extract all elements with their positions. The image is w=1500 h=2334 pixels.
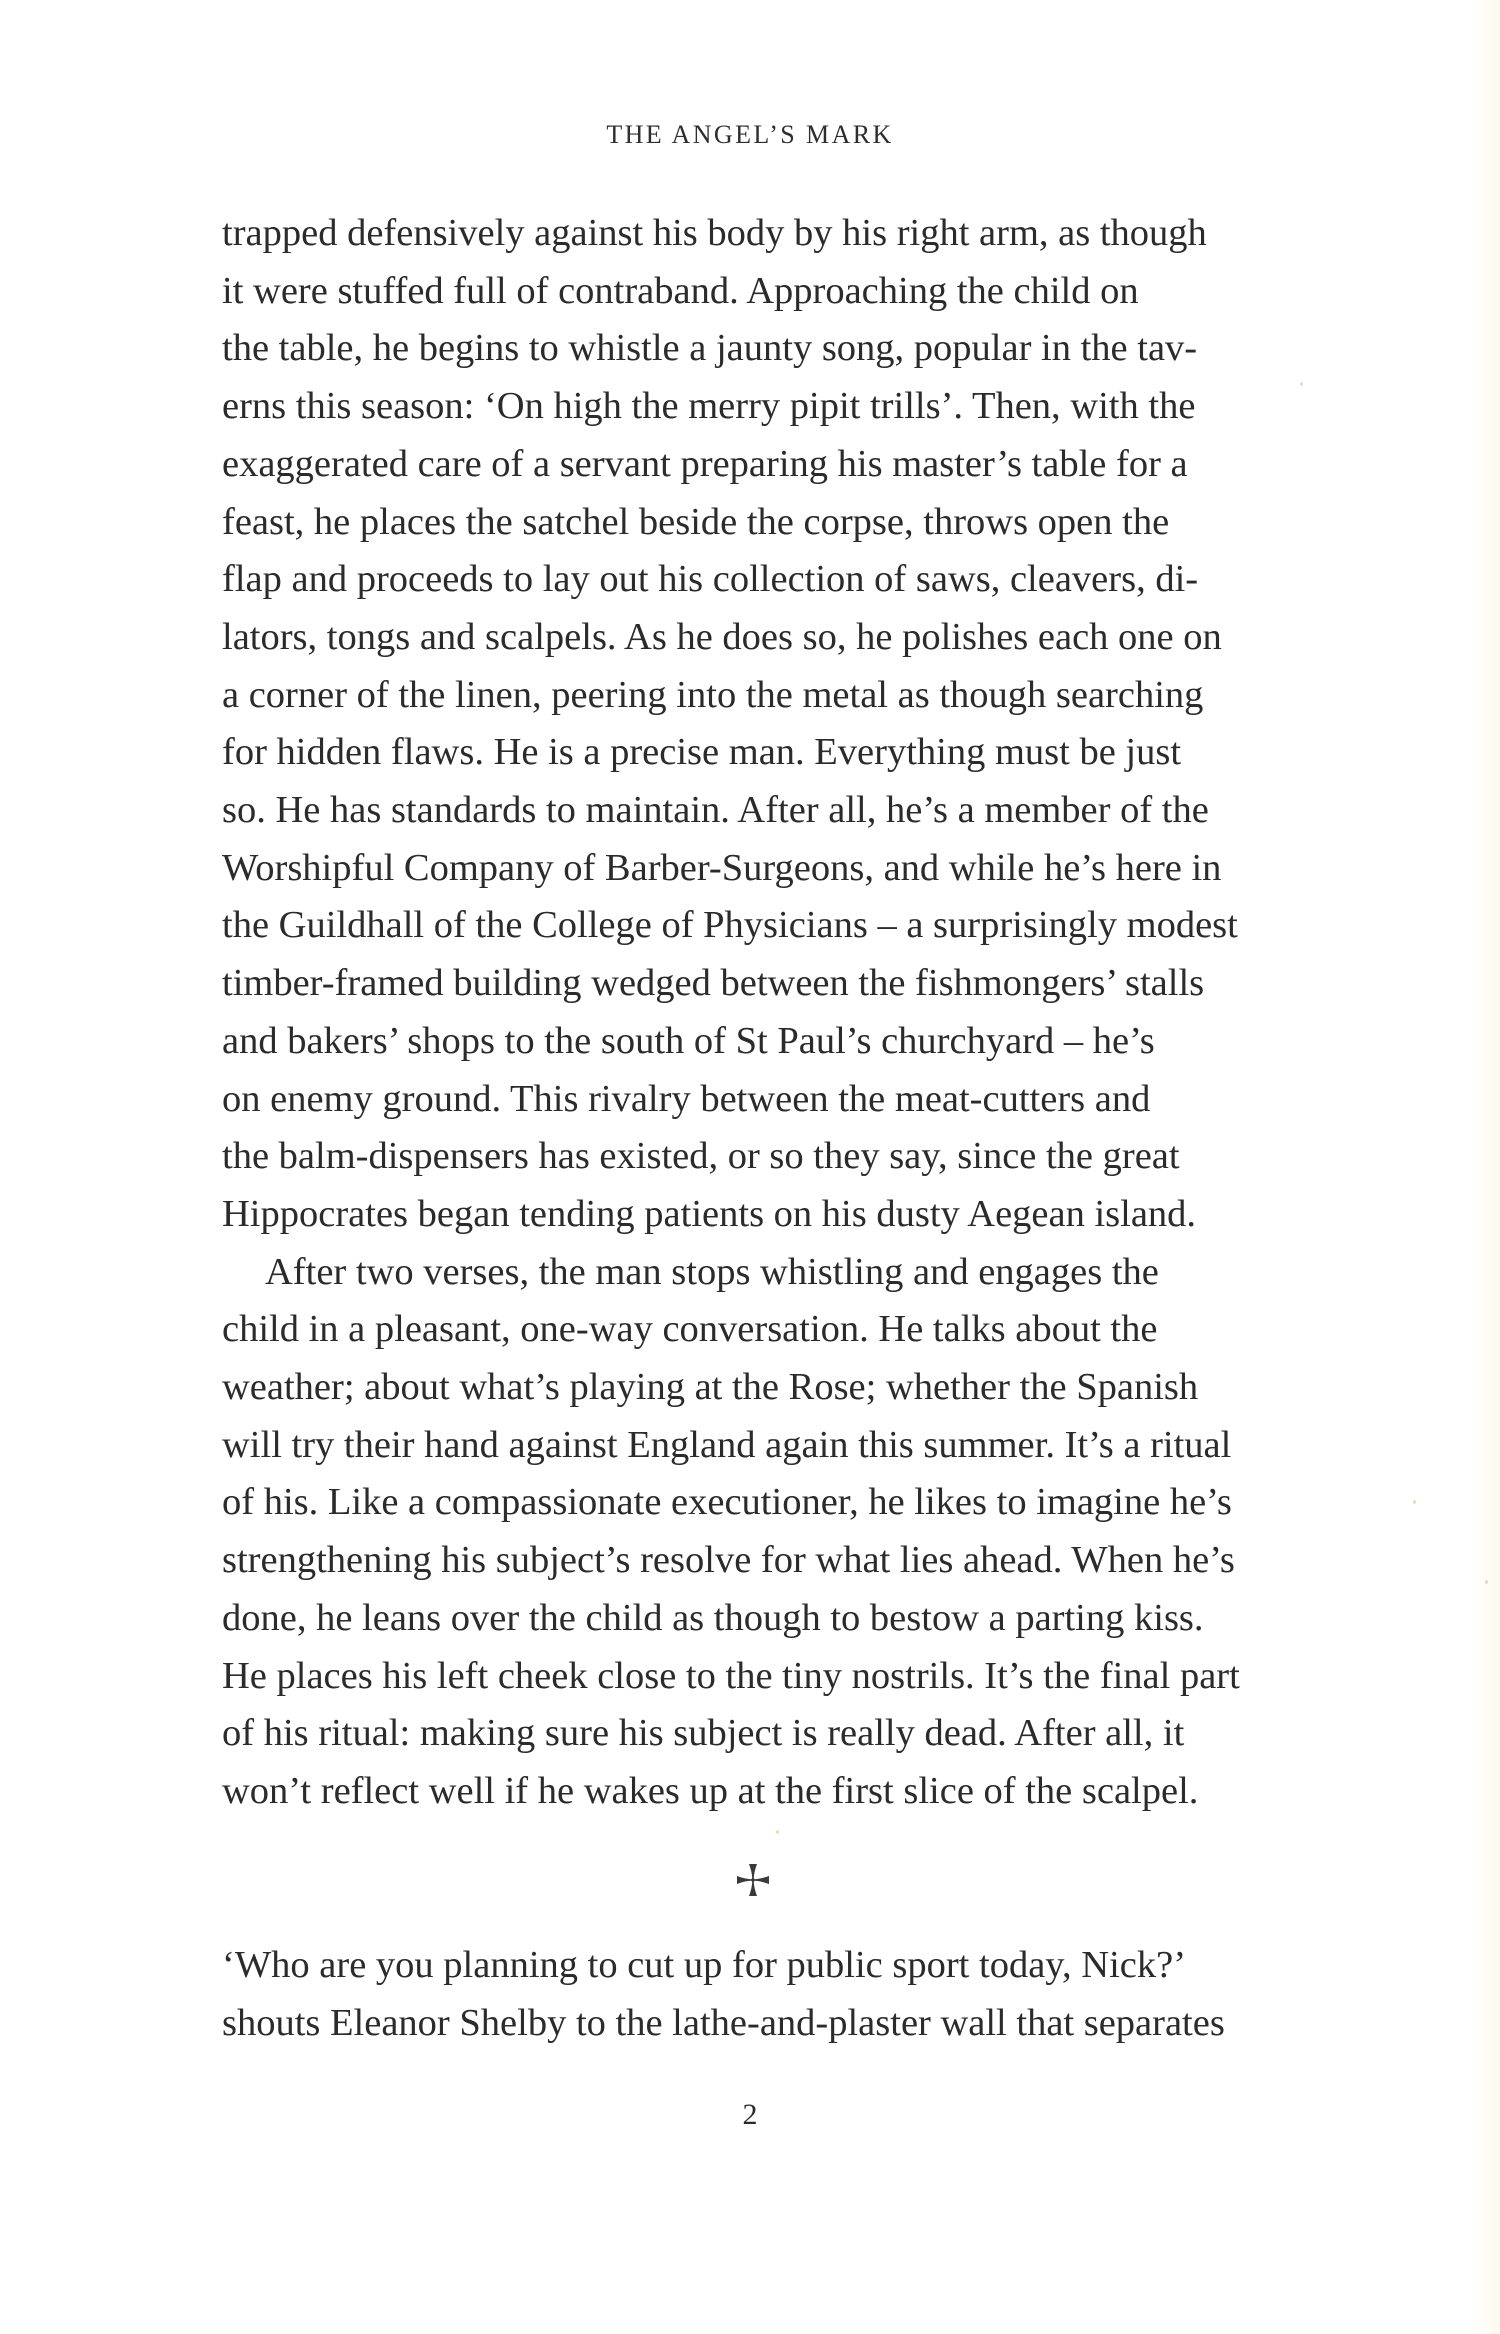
- cross-pattee-shape: [737, 1864, 769, 1896]
- text-line: timber-framed building wedged between the fishmongers’ stalls: [222, 962, 1205, 1005]
- text-line: so. He has standards to maintain. After all, he’s a member of the: [222, 789, 1209, 832]
- cross-pattee-ornament-icon: [733, 1860, 773, 1900]
- text-line: and bakers’ shops to the south of St Paul’s churchyard – he’s: [222, 1019, 1155, 1062]
- text-line: strengthening his subject’s resolve for what lies ahead. When he’s: [222, 1539, 1235, 1582]
- text-line: for hidden flaws. He is a precise man. Everything must be just: [222, 731, 1182, 774]
- text-line: won’t reflect well if he wakes up at the first slice of the scalpel.: [222, 1769, 1199, 1812]
- text-line: flap and proceeds to lay out his collection of saws, cleavers, di-: [222, 558, 1199, 601]
- text-line: shouts Eleanor Shelby to the lathe-and-plaster wall that separates: [222, 2001, 1225, 2044]
- text-line: it were stuffed full of contraband. Approaching the child on: [222, 269, 1139, 312]
- text-line: feast, he places the satchel beside the corpse, throws open the: [222, 500, 1170, 543]
- page-edge-shadow: [1470, 0, 1500, 2334]
- text-line: Hippocrates began tending patients on his dusty Aegean island.: [222, 1192, 1197, 1235]
- text-line: Worshipful Company of Barber-Surgeons, and while he’s here in: [222, 846, 1222, 889]
- page-number: 2: [742, 2098, 758, 2131]
- text-line: After two verses, the man stops whistling and engages the: [265, 1250, 1159, 1293]
- text-line: the balm-dispensers has existed, or so they say, since the great: [222, 1135, 1180, 1178]
- text-line: will try their hand against England again this summer. It’s a ritual: [222, 1423, 1232, 1466]
- running-head: THE ANGEL’S MARK: [606, 120, 894, 149]
- body-text: [222, 205, 1284, 1821]
- paragraph: [222, 1937, 1284, 2052]
- paper-speck: [1485, 1580, 1488, 1584]
- text-line: lators, tongs and scalpels. As he does so, he polishes each one on: [222, 615, 1222, 658]
- text-line: the table, he begins to whistle a jaunty song, popular in the tav-: [222, 327, 1198, 370]
- paragraph: [222, 205, 1284, 1244]
- text-line: of his. Like a compassionate executioner, he likes to imagine he’s: [222, 1481, 1232, 1524]
- text-line: on enemy ground. This rivalry between the meat-cutters and: [222, 1077, 1151, 1120]
- text-line: child in a pleasant, one-way conversation. He talks about the: [222, 1308, 1158, 1351]
- paragraph: [222, 1244, 1284, 1821]
- paper-speck: [1300, 382, 1303, 386]
- text-line: erns this season: ‘On high the merry pipit trills’. Then, with the: [222, 385, 1196, 428]
- text-line: a corner of the linen, peering into the metal as though searching: [222, 673, 1204, 716]
- paper-speck: [776, 1830, 779, 1834]
- text-line: the Guildhall of the College of Physicians – a surprisingly modest: [222, 904, 1238, 947]
- text-line: trapped defensively against his body by his right arm, as though: [222, 212, 1207, 254]
- next-section-text: [222, 1937, 1284, 2052]
- text-line: exaggerated care of a servant preparing his master’s table for a: [222, 442, 1188, 485]
- text-line: ‘Who are you planning to cut up for public sport today, Nick?’: [222, 1944, 1187, 1986]
- text-line: He places his left cheek close to the tiny nostrils. It’s the final part: [222, 1654, 1240, 1697]
- paper-speck: [1413, 1500, 1416, 1504]
- text-line: of his ritual: making sure his subject is really dead. After all, it: [222, 1712, 1185, 1755]
- text-line: done, he leans over the child as though to bestow a parting kiss.: [222, 1596, 1204, 1639]
- text-line: weather; about what’s playing at the Rose; whether the Spanish: [222, 1366, 1199, 1409]
